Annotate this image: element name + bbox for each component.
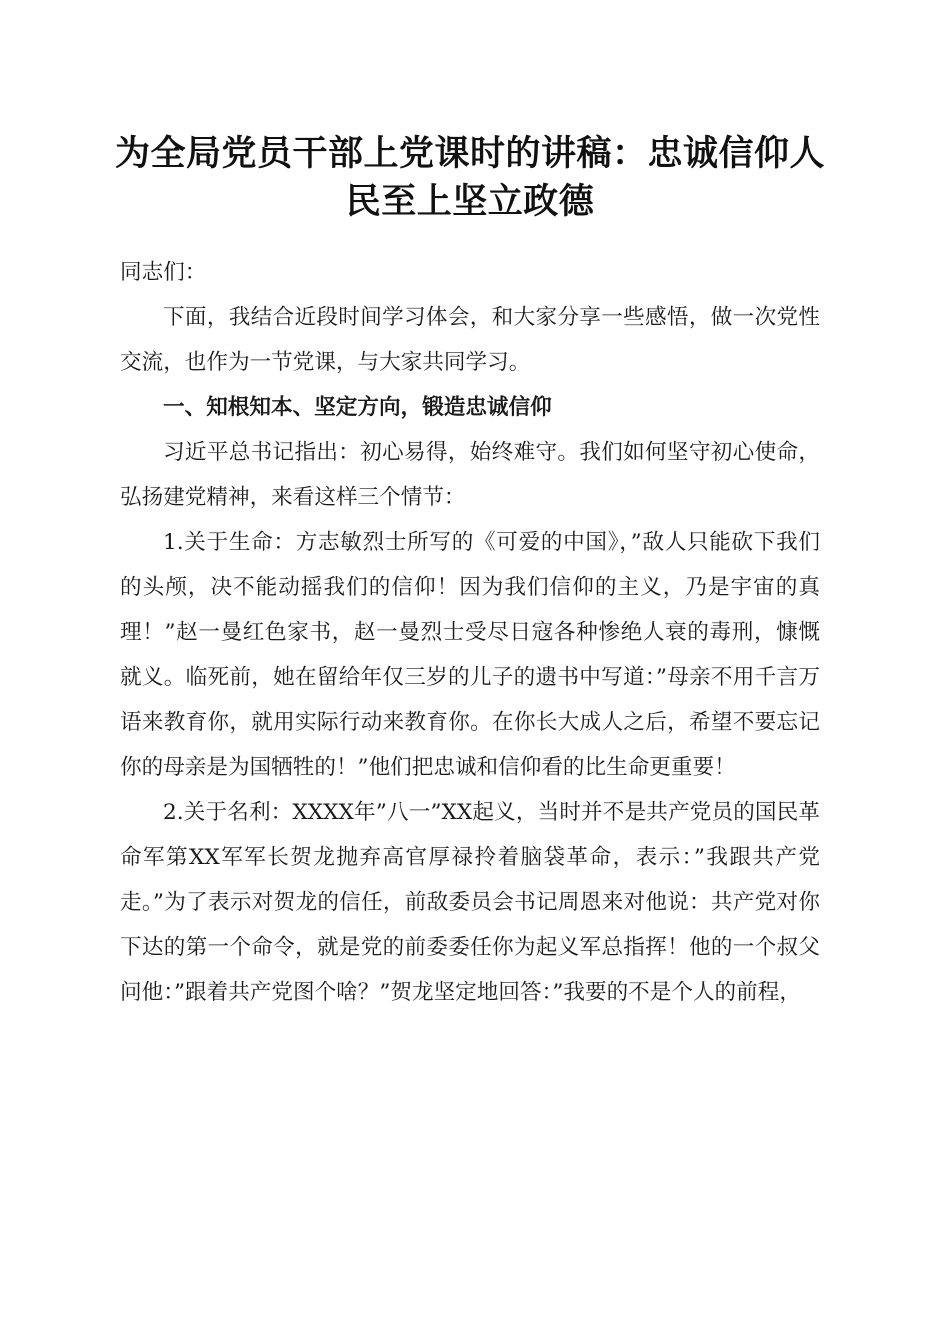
list-item-fame: 2.关于名利：XXXX年”八一”XX起义，当时并不是共产党员的国民革命军第XX军军长贺龙抛弃高官厚禄拎着脑袋革命，表示：”我跟共产党走。”为了表示对贺龙的信任，前敌委员会书记周恩来对他说：共产党对你下达的第一个命令，就是党的前委委任你为起义军总指挥！他的一个叔父问他：”跟着共产党图个啥？”贺龙坚定地回答：”我要的不是个人的前程， [120,800,820,1005]
section-heading-1: 一、知根知本、坚定方向，锻造忠诚信仰 [163,395,552,420]
document-title: 为全局党员干部上党课时的讲稿：忠诚信仰人民至上坚立政德 [114,133,825,222]
section-1-paragraph: 习近平总书记指出：初心易得，始终难守。我们如何坚守初心使命，弘扬建党精神，来看这样三个情节： [120,440,820,510]
intro-paragraph: 下面，我结合近段时间学习体会，和大家分享一些感悟，做一次党性交流，也作为一节党课，与大家共同学习。 [120,305,820,375]
document-body [120,250,820,1015]
list-item-life: 1.关于生命：方志敏烈士所写的《可爱的中国》，”敌人只能砍下我们的头颅，决不能动摇我们的信仰！因为我们信仰的主义，乃是宇宙的真理！”赵一曼红色家书，赵一曼烈士受尽日寇各种惨绝人衰的毒刑，慷慨就义。临死前，她在留给年仅三岁的儿子的遗书中写道：”母亲不用千言万语来教育你，就用实际行动来教育你。在你长大成人之后，希望不要忘记你的母亲是为国牺牲的！”他们把忠诚和信仰看的比生命更重要！ [120,530,820,780]
salutation: 同志们： [120,260,207,285]
